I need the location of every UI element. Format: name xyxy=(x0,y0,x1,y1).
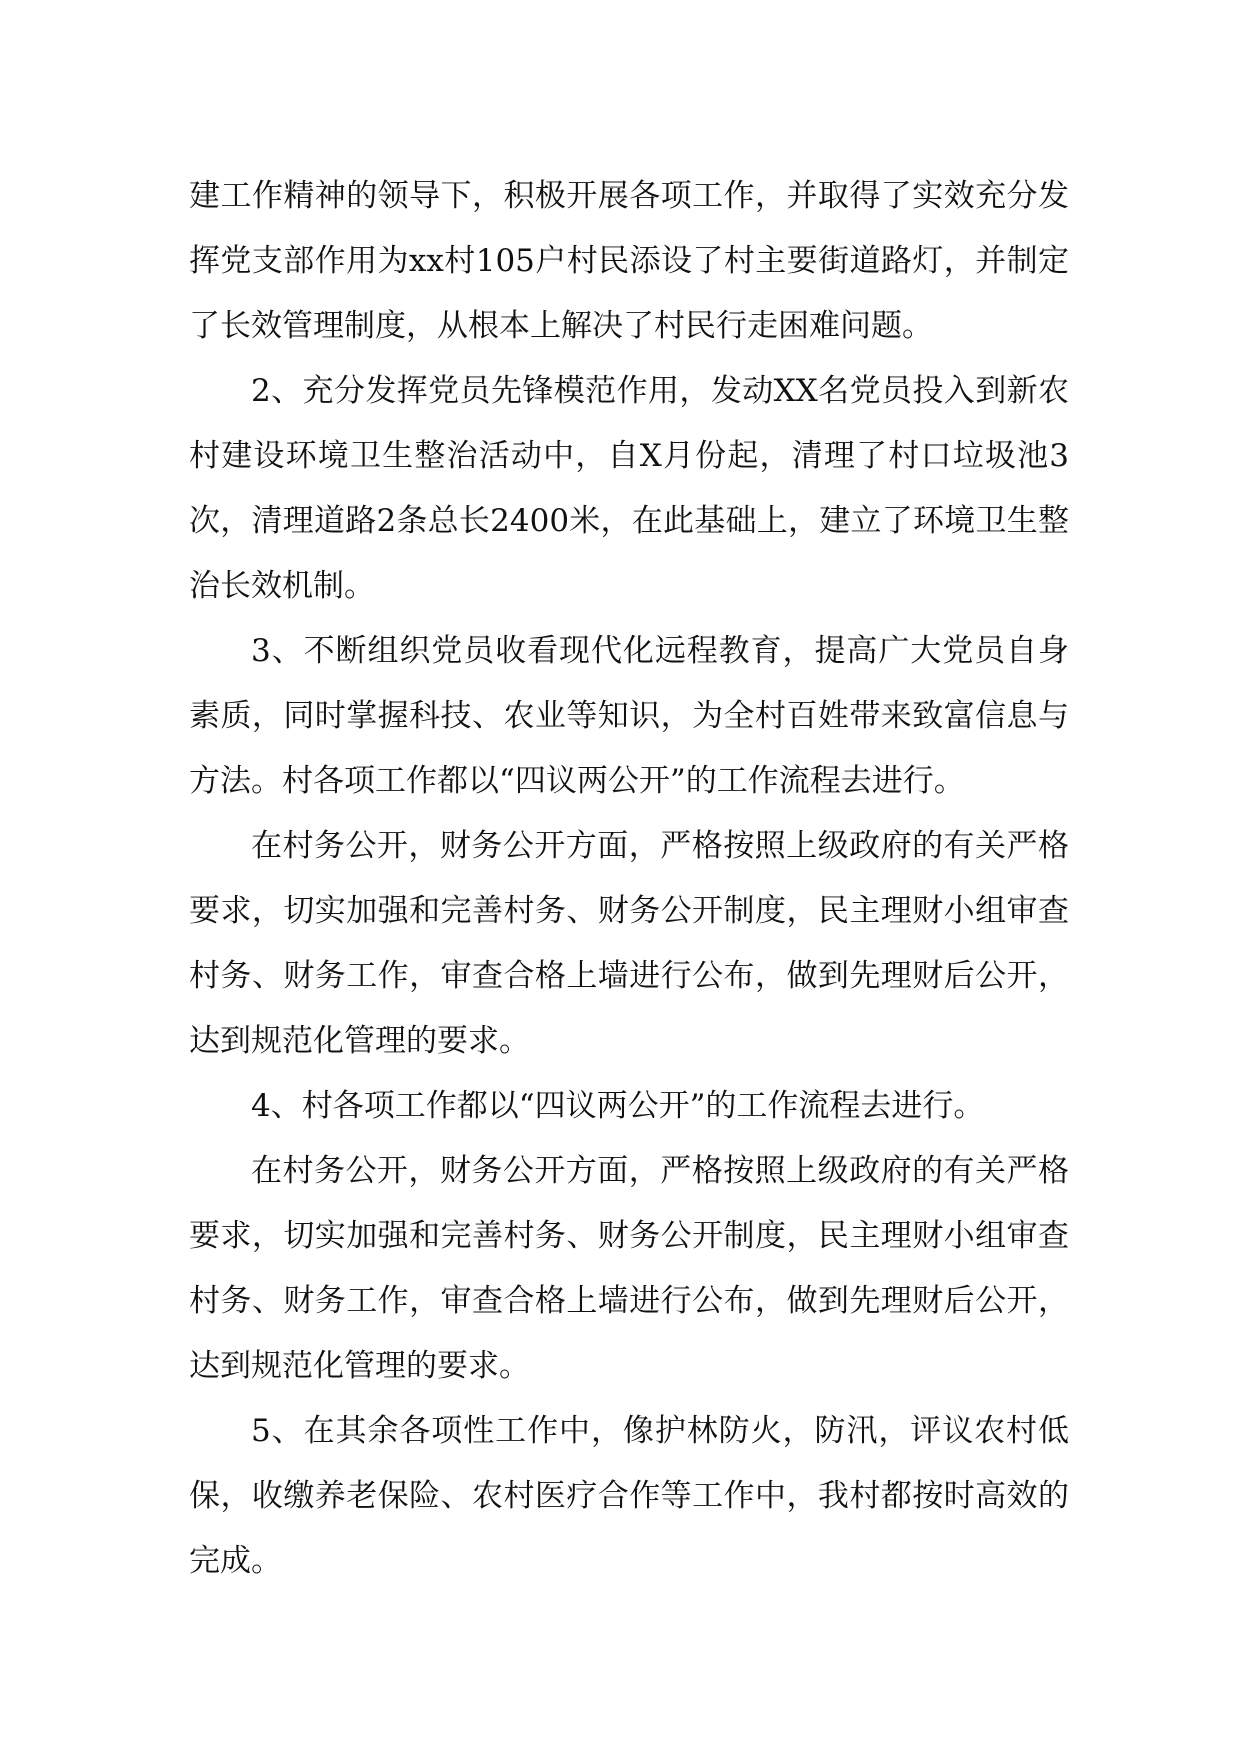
document-body xyxy=(189,164,1069,1594)
paragraph-1: 建工作精神的领导下，积极开展各项工作，并取得了实效充分发挥党支部作用为xx村105户村民添设了村主要街道路灯，并制定了长效管理制度，从根本上解决了村民行走困难问题。 xyxy=(189,178,1069,344)
paragraph-2: 2、充分发挥党员先锋模范作用，发动XX名党员投入到新农村建设环境卫生整治活动中，自X月份起，清理了村口垃圾池3次，清理道路2条总长2400米，在此基础上，建立了环境卫生整治长效机制。 xyxy=(189,373,1069,604)
paragraph-5: 4、村各项工作都以“四议两公开”的工作流程去进行。 xyxy=(251,1088,985,1124)
paragraph-7: 5、在其余各项性工作中，像护林防火，防汛，评议农村低保，收缴养老保险、农村医疗合作等工作中，我村都按时高效的完成。 xyxy=(189,1413,1069,1579)
paragraph-3: 3、不断组织党员收看现代化远程教育，提高广大党员自身素质，同时掌握科技、农业等知识，为全村百姓带来致富信息与方法。村各项工作都以“四议两公开”的工作流程去进行。 xyxy=(189,633,1069,799)
paragraph-4: 在村务公开，财务公开方面，严格按照上级政府的有关严格要求，切实加强和完善村务、财务公开制度，民主理财小组审查村务、财务工作，审查合格上墙进行公布，做到先理财后公开，达到规范化管理的要求。 xyxy=(189,828,1069,1059)
paragraph-6: 在村务公开，财务公开方面，严格按照上级政府的有关严格要求，切实加强和完善村务、财务公开制度，民主理财小组审查村务、财务工作，审查合格上墙进行公布，做到先理财后公开，达到规范化管理的要求。 xyxy=(189,1153,1069,1384)
